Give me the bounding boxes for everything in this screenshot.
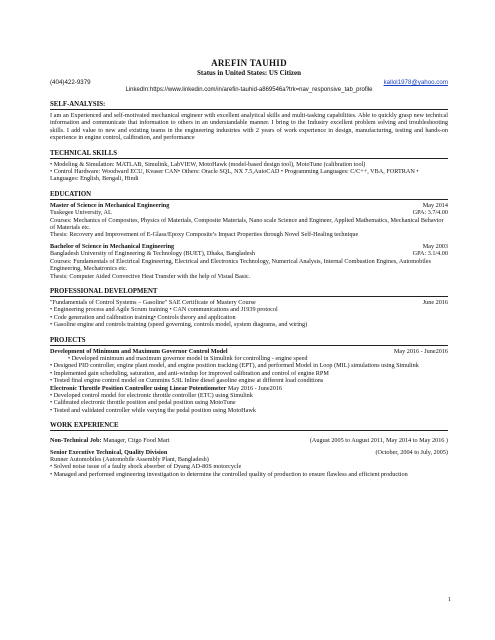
job-company: Runner Automobiles (Automobile Assembly Plant, Bangladesh): [50, 456, 209, 463]
certificate-date: June 2016: [422, 298, 448, 306]
certificate-row: [50, 299, 448, 306]
project-2-title: Electronic Throttle Position Controller using Linear Potentiometer: [50, 384, 227, 392]
ms-gpa: GPA: 3.7/4.00: [412, 209, 448, 217]
skills-line: • Control Hardware: Woodward ECU, Kvaser CAN• Others: Oracle SQL, NX 7.5,AutoCAD • Programming Languages: C/C++, VBA, FORTRAN • Languages: English, Bengali, Hindi: [50, 168, 419, 183]
education-section: [50, 191, 448, 280]
ms-degree-row: [50, 202, 448, 209]
contact-line: [50, 79, 448, 88]
ms-school: Tuskegee University, AL: [50, 209, 112, 217]
phone-number: (404)422-9379: [50, 79, 91, 86]
bs-thesis: Thesis: Computer Aided Convective Heat Transfer with the help of Visual Basic.: [50, 272, 251, 280]
ms-courses: Courses: Mechanics of Composites, Physics of Materials, Composite Materials, Nano scale Science and Engineer, Applied Mathematics, Mechanical Behavior of Materials etc.: [50, 216, 444, 232]
self-analysis-text: I am an Experienced and self-motivated mechanical engineer with excellent analytical skills and multi-tasking capabilities. Able to quickly grasp new technical information and communicate that information to others in an understandable manner. I bring to the Industry excellent problem solving and troubleshooting skills. I add value to new and existing teams in the engineering industries with 2 years of work experience in design, manufacturing, testing and hands-on experience in engine control, calibration, and performance: [50, 112, 448, 142]
project-2-title-row: [50, 385, 448, 392]
bs-gpa: GPA: 3.1/4.00: [412, 250, 448, 258]
non-technical-job-row: [50, 437, 448, 444]
development-section: [50, 288, 448, 329]
bs-degree-row: [50, 243, 448, 250]
linkedin-link[interactable]: LinkedIn:https://www.linkedin.com/in/arefin-tauhid-a869546a?trk=nav_responsive_tab_profile: [125, 87, 373, 93]
bs-school-row: [50, 250, 448, 257]
project-2-line: • Calibrated electronic throttle position and pedal position using MotoTune: [50, 399, 236, 407]
ms-thesis: Thesis: Recovery and Improvement of E-Glass/Epoxy Composite’s Impact Properties through Novel Self-Healing technique: [50, 231, 359, 239]
certificate-text: "Fundamentals of Control Systems – Gasoline" SAE Certificate of Mastery Course: [50, 298, 256, 306]
skills-section: [50, 150, 448, 183]
job-line: • Solved noise issue of a faulty shock absorber of Dyang AD-80S motorcycle: [50, 463, 242, 471]
candidate-name: AREFIN TAUHID: [211, 58, 287, 68]
projects-heading: PROJECTS: [50, 337, 448, 346]
project-1-title-row: [50, 348, 448, 355]
bs-courses: Courses: Fundamentals of Electrical Engineering, Electrical and Electronics Technology, Numerical Analysis, Internal Combustion Engines, Automobiles Engineering, Mechatronics etc.: [50, 257, 431, 273]
citizenship-status: Status in United States: US Citizen: [196, 69, 302, 77]
resume-page: [50, 58, 448, 478]
work-section: [50, 422, 448, 478]
development-line: • Gasoline engine and controls training (speed governing, controls model, system diagrams, and wiring): [50, 321, 308, 329]
job-line: • Managed and performed engineering investigation to determine the controlled quality of production to ensure flawless and efficient production: [50, 470, 408, 478]
education-heading: EDUCATION: [50, 191, 448, 200]
self-analysis-section: [50, 101, 448, 142]
bs-school: Bangladesh University of Engineering & Technology (BUET), Dhaka, Bangladesh: [50, 250, 255, 258]
project-1-title: Development of Minimum and Maximum Governor Control Model: [50, 347, 228, 355]
non-technical-text: Manager, Citgo Food Mart: [101, 437, 170, 445]
project-1-line: • Tested final engine control model on Cummins 5.9L Inline diesel gasoline engine at different load conditions: [50, 377, 324, 385]
project-1-line: • Developed minimum and maximum governor model in Simulink for controlling - engine speed: [68, 354, 308, 362]
project-2-line: • Tested and validated controller while varying the pedal position using MotoHawk: [50, 406, 256, 414]
project-1-date: May 2016 - June2016: [393, 347, 448, 355]
projects-section: [50, 337, 448, 415]
bs-degree: Bachelor of Science in Mechanical Engineering: [50, 242, 175, 250]
project-1-line: • Implemented gain scheduling, saturation, and anti-windup for improved calibration and control of engine RPM: [50, 369, 329, 377]
development-heading: PROFESSIONAL DEVELOPMENT: [50, 288, 448, 297]
development-line: • Engineering process and Agile Scrum training • CAN communications and J1939 protocol: [50, 306, 278, 314]
job-title: Senior Executive Technical, Quality Division: [50, 448, 168, 456]
ms-school-row: [50, 209, 448, 216]
email-link[interactable]: kallol1978@yahoo.com: [383, 79, 448, 86]
ms-degree: Master of Science in Mechanical Engineering: [50, 201, 170, 209]
project-1-line: • Designed PID controller, engine plant model, and engine position tracking (EPT), and performed Model in Loop (MIL) simulations using Simulink: [50, 362, 419, 370]
bs-date: May 2003: [422, 242, 448, 250]
skills-heading: TECHNICAL SKILLS: [50, 150, 448, 159]
work-heading: WORK EXPERIENCE: [50, 422, 448, 431]
non-technical-label: Non-Technical Job:: [50, 437, 102, 445]
page-number: 1: [447, 596, 451, 603]
non-technical-date: (August 2005 to August 2011, May 2014 to May 2016 ): [309, 437, 448, 445]
development-line: • Code generation and calibration training• Controls theory and application: [50, 313, 236, 321]
project-2-date: May 2016 - June2016: [227, 384, 283, 392]
skills-line: • Modeling & Simulation: MATLAB, Simulink, LabVIEW, MotoHawk (model-based design tool), MotoTune (calibration tool): [50, 160, 366, 168]
ms-date: May 2014: [422, 201, 448, 209]
self-analysis-heading: SELF-ANALYSIS:: [50, 101, 448, 110]
job-title-row: [50, 449, 448, 456]
job-date: (October, 2004 to July, 2005): [375, 448, 448, 456]
project-2-line: • Developed control model for electronic throttle controller (ETC) using Simulink: [50, 391, 253, 399]
